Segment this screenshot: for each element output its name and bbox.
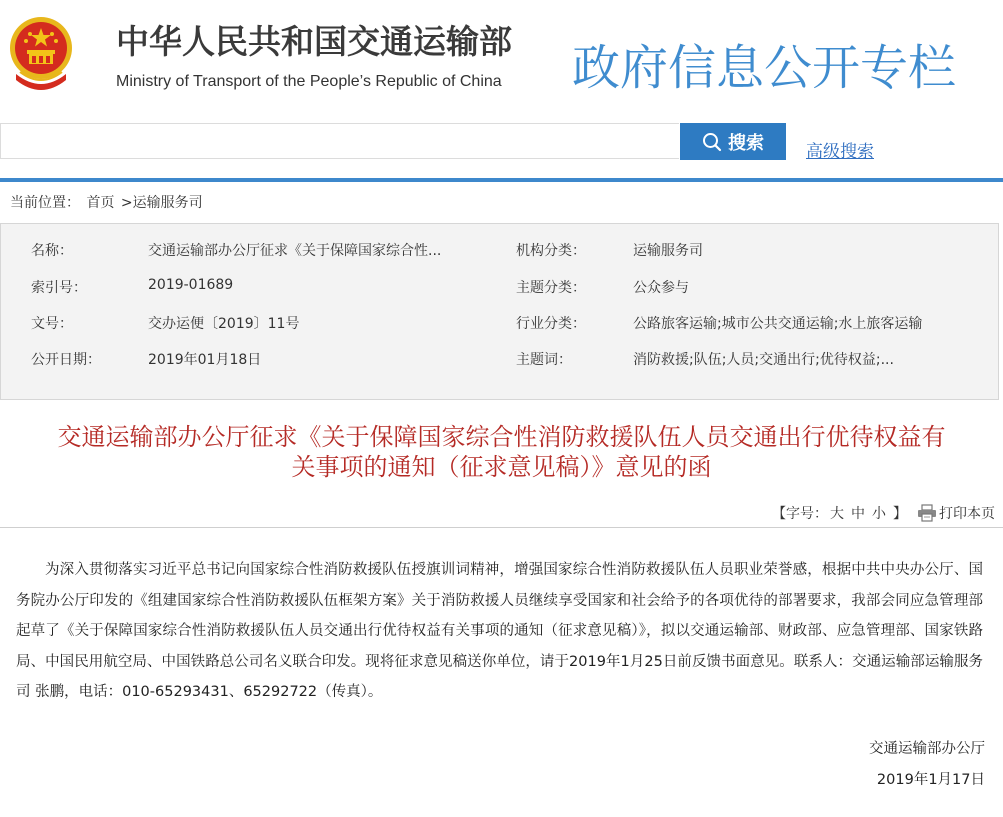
search-button[interactable]: [680, 123, 786, 160]
meta-doc-value: 交办运便〔2019〕11号: [148, 316, 300, 332]
site-header: [0, 0, 1003, 118]
font-size-large-button[interactable]: 大: [830, 506, 844, 522]
ministry-name-en: Ministry of Transport of the People’s Republic of China: [116, 73, 502, 90]
meta-topic-value: 公众参与: [633, 280, 689, 296]
meta-topic-label: 主题分类：: [516, 280, 586, 296]
printer-icon[interactable]: [917, 504, 937, 522]
advanced-search-link[interactable]: 高级搜索: [806, 142, 874, 162]
ministry-name-cn: 中华人民共和国交通运输部: [116, 22, 512, 61]
search-icon: [702, 132, 722, 152]
meta-industry-label: 行业分类：: [516, 316, 586, 332]
meta-index-value: 2019-01689: [148, 277, 234, 293]
font-size-tools: [770, 503, 995, 523]
content-divider: [0, 527, 1003, 528]
font-size-medium-button[interactable]: 中: [851, 506, 865, 522]
article-title: [0, 422, 1003, 482]
header-divider: [0, 178, 1003, 182]
meta-name-value: 交通运输部办公厅征求《关于保障国家综合性...: [148, 243, 442, 259]
meta-keywords-label: 主题词：: [516, 352, 572, 368]
search-input[interactable]: [0, 123, 679, 159]
meta-index-label: 索引号：: [31, 280, 87, 296]
font-size-label: 【字号：: [772, 506, 828, 522]
meta-date-value: 2019年01月18日: [148, 352, 262, 368]
meta-date-label: 公开日期：: [31, 352, 101, 368]
meta-org-value: 运输服务司: [633, 243, 703, 259]
font-size-small-button[interactable]: 小: [872, 506, 886, 522]
national-emblem-icon: [8, 14, 74, 96]
meta-doc-label: 文号：: [31, 316, 73, 332]
article-title-line1: 交通运输部办公厅征求《关于保障国家综合性消防救援队伍人员交通出行优待权益有: [57, 423, 946, 451]
breadcrumb-separator: >: [120, 195, 133, 211]
signature-date: 2019年1月17日: [876, 772, 985, 788]
breadcrumb: [10, 192, 203, 212]
meta-org-label: 机构分类：: [516, 243, 586, 259]
breadcrumb-home-link[interactable]: 首页: [86, 195, 115, 211]
article-body: 为深入贯彻落实习近平总书记向国家综合性消防救援队伍授旗训词精神，增强国家综合性消防救援队伍人员职业荣誉感，根据中共中央办公厅、国务院办公厅印发的《组建国家综合性消防救援队伍框架方案》关于消防救援人员继续享受国家和社会给予的各项优待的部署要求，我部会同应急管理部起草了《关于保障国家综合性消防救援队伍人员交通出行优待权益有关事项的通知（征求意见稿）》，拟以交通运输部、财政部、应急管理部、国家铁路局、中国民用航空局、中国铁路总公司名义联合印发。现将征求意见稿送你单位，请于2019年1月25日前反馈书面意见。联系人：交通运输部运输服务司 张鹏，电话：010-65293431、65292722（传真）。: [16, 562, 983, 700]
signature-org: 交通运输部办公厅: [869, 741, 985, 757]
breadcrumb-current-link[interactable]: 运输服务司: [132, 195, 203, 211]
meta-keywords-value: 消防救援;队伍;人员;交通出行;优待权益;...: [633, 352, 894, 368]
article-title-line2: 关事项的通知（征求意见稿）》意见的函: [291, 453, 712, 481]
meta-industry-value: 公路旅客运输;城市公共交通运输;水上旅客运输: [633, 316, 923, 332]
column-title: 政府信息公开专栏: [572, 40, 957, 96]
print-page-link[interactable]: 打印本页: [939, 506, 995, 522]
font-size-close-bracket: 】: [893, 506, 907, 522]
meta-name-label: 名称：: [31, 243, 73, 259]
breadcrumb-label: 当前位置：: [10, 195, 80, 211]
document-meta-box: [0, 223, 999, 400]
search-button-label: 搜索: [728, 132, 764, 154]
